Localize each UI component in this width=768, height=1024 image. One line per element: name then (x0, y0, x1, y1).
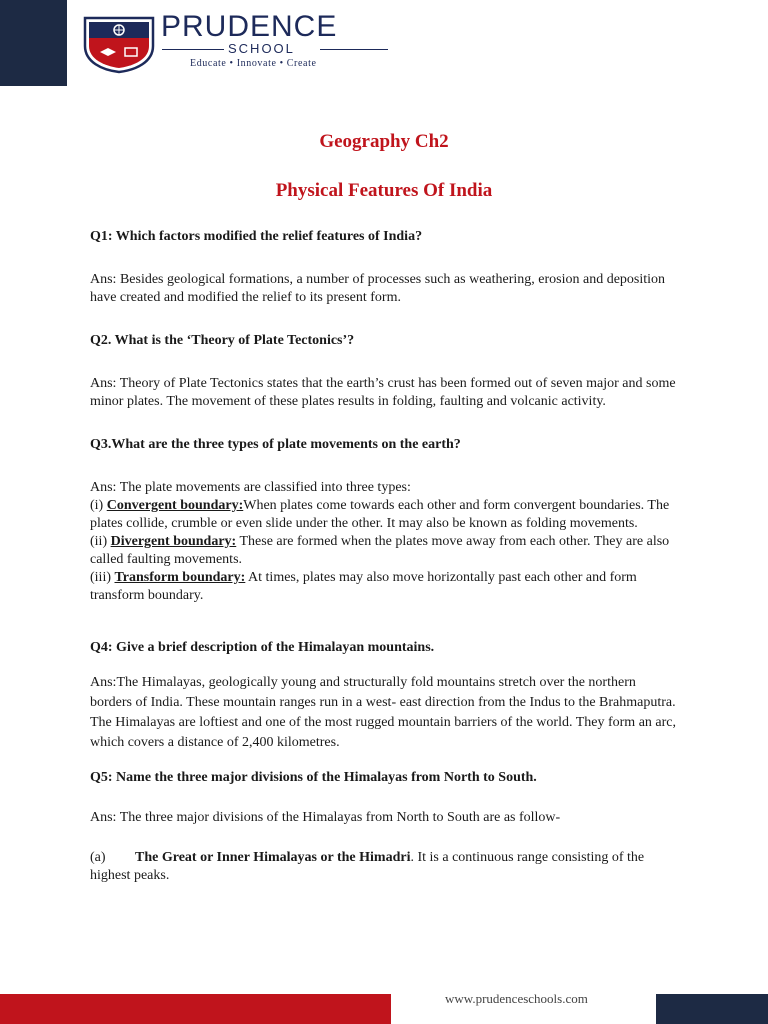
answer-3-intro: Ans: The plate movements are classified into three types: (90, 480, 411, 495)
item-text: . It is a continuous range consisting of the highest peaks. (90, 850, 645, 883)
answer-5: Ans: The three major divisions of the Himalayas from North to South are as follow- (90, 810, 561, 825)
answer-3-item-divergent (90, 533, 680, 569)
question-3: Q3.What are the three types of plate movements on the earth? (90, 437, 461, 452)
footer-website-url: www.prudenceschools.com (445, 991, 588, 1006)
question-2: Q2. What is the ‘Theory of Plate Tectonics’? (90, 333, 355, 348)
term-divergent-boundary: Divergent boundary: (110, 534, 237, 549)
item-label: (a) (90, 850, 106, 865)
term-transform-boundary: Transform boundary: (114, 570, 246, 585)
footer-red-bar (0, 994, 391, 1024)
footer-navy-bar (656, 994, 768, 1024)
brand-divider-left (162, 49, 224, 50)
item-prefix: (iii) (90, 570, 115, 585)
question-1: Q1: Which factors modified the relief features of India? (90, 229, 423, 244)
answer-3-item-transform (90, 569, 680, 605)
item-prefix: (i) (90, 498, 107, 513)
brand-name: PRUDENCE (161, 10, 338, 43)
brand-divider-right (320, 49, 388, 50)
item-text: When plates come towards each other and form convergent boundaries. The plates collide, crumble or even slide under the other. It may also be known as folding movements. (90, 498, 670, 531)
brand-school: SCHOOL (228, 41, 295, 56)
answer-1: Ans: Besides geological formations, a number of processes such as weathering, erosion and deposition have created and modified the relief to its present form. (90, 272, 666, 305)
answer-3-item-convergent (90, 497, 680, 533)
answer-2: Ans: Theory of Plate Tectonics states that the earth’s crust has been formed out of seven major and some minor plates. The movement of these plates results in folding, faulting and volcanic activity. (90, 376, 676, 409)
answer-5-item-a (90, 849, 680, 885)
item-text: At times, plates may also move horizontally past each other and form transform boundary. (90, 570, 637, 603)
page-title: Geography Ch2 (319, 131, 449, 152)
page-subtitle: Physical Features Of India (275, 180, 493, 201)
question-5: Q5: Name the three major divisions of the Himalayas from North to South. (90, 770, 537, 785)
term-great-himalayas: The Great or Inner Himalayas or the Himadri (135, 850, 411, 865)
brand-tagline: Educate • Innovate • Create (190, 58, 317, 69)
answer-4: Ans:The Himalayas, geologically young and structurally fold mountains stretch over the northern borders of India. These mountain ranges run in a west- east direction from the Indus to the Brahmaputra. The Himalayas are loftiest and one of the most rugged mountain barriers of the world. They form an arc, which covers a distance of 2,400 kilometres. (90, 675, 676, 750)
item-prefix: (ii) (90, 534, 111, 549)
document-body (90, 228, 680, 885)
term-convergent-boundary: Convergent boundary: (106, 498, 244, 513)
header-corner-block (0, 0, 67, 86)
question-4: Q4: Give a brief description of the Himalayan mountains. (90, 640, 435, 655)
item-text: These are formed when the plates move away from each other. They are also called faulting movements. (90, 534, 670, 567)
